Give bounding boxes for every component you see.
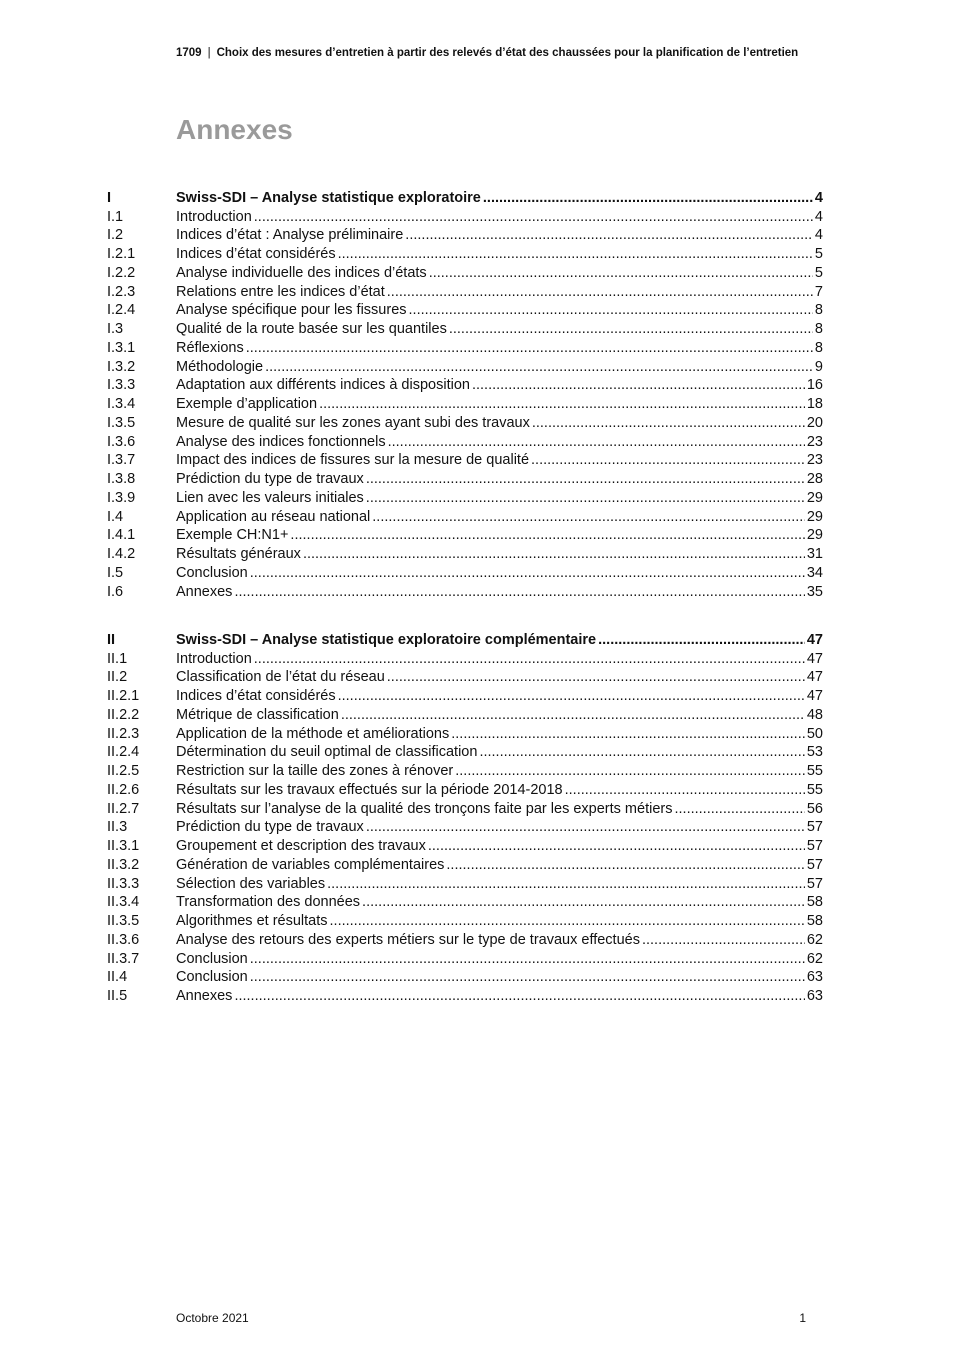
toc-entry-label: Analyse spécifique pour les fissures bbox=[176, 302, 407, 319]
toc-entry-label: Indices d’état : Analyse préliminaire bbox=[176, 227, 404, 244]
toc-leader-dots bbox=[472, 376, 805, 394]
toc-entry-label: Résultats sur les travaux effectués sur la période 2014-2018 bbox=[176, 781, 563, 798]
toc-entry-label: Swiss-SDI – Analyse statistique exploratoire bbox=[176, 189, 481, 206]
toc-entry-number: II.2 bbox=[107, 669, 128, 686]
toc-entry-page: 8 bbox=[814, 339, 823, 356]
toc-leader-dots bbox=[387, 668, 805, 686]
toc-entry-label: Analyse des indices fonctionnels bbox=[176, 433, 386, 450]
toc-entry-page: 47 bbox=[806, 669, 823, 686]
toc-entry-page: 29 bbox=[806, 527, 823, 544]
toc-entry-number: I.3.9 bbox=[107, 489, 136, 506]
toc-leader-dots bbox=[479, 743, 804, 761]
toc-entry-page: 8 bbox=[814, 321, 823, 337]
toc-entry[interactable] bbox=[107, 893, 823, 912]
toc-section-1 bbox=[107, 188, 823, 601]
toc-entry-number: I.3.5 bbox=[107, 414, 136, 431]
toc-entry-page: 63 bbox=[806, 988, 823, 1004]
toc-entry-page: 5 bbox=[814, 246, 823, 262]
toc-leader-dots bbox=[405, 226, 813, 244]
toc-entry-number: II.2.1 bbox=[107, 688, 140, 704]
toc-entry[interactable] bbox=[107, 930, 823, 949]
toc-leader-dots bbox=[428, 837, 805, 855]
toc-entry[interactable] bbox=[107, 911, 823, 930]
toc-entry-label: Swiss-SDI – Analyse statistique exploratoire complémentaire bbox=[176, 631, 597, 648]
toc-entry-label: Indices d’état considérés bbox=[176, 688, 336, 704]
toc-entry-number: II.3 bbox=[107, 819, 128, 836]
toc-entry-label: Impact des indices de fissures sur la mesure de qualité bbox=[176, 452, 530, 469]
toc-entry-page: 62 bbox=[806, 931, 823, 948]
toc-entry-number: II.3.6 bbox=[107, 931, 140, 948]
toc-entry-page: 47 bbox=[806, 631, 823, 648]
toc-entry[interactable] bbox=[107, 874, 823, 893]
toc-entry-page: 4 bbox=[814, 227, 823, 244]
toc-entry-number: II.2.4 bbox=[107, 744, 140, 761]
toc-entry-page: 57 bbox=[806, 875, 823, 892]
footer-date: Octobre 2021 bbox=[176, 1311, 249, 1325]
toc-entry-label: Restriction sur la taille des zones à rénover bbox=[176, 763, 454, 779]
toc-entry-label: Annexes bbox=[176, 583, 233, 600]
toc-entry-label: Classification de l’état du réseau bbox=[176, 669, 385, 686]
toc-entry-label: Adaptation aux différents indices à disposition bbox=[176, 377, 470, 394]
toc-entry-number: II bbox=[107, 631, 116, 648]
toc-entry-number: II.3.1 bbox=[107, 838, 140, 854]
toc-entry-page: 4 bbox=[814, 208, 823, 225]
toc-entry[interactable] bbox=[107, 544, 823, 563]
toc-entry-label: Exemple CH:N1+ bbox=[176, 527, 289, 544]
toc-leader-dots bbox=[565, 781, 805, 799]
toc-entry-number: I.6 bbox=[107, 583, 124, 600]
toc-entry-page: 8 bbox=[814, 302, 823, 319]
toc-entry-number: I.2.1 bbox=[107, 246, 136, 262]
toc-entry-label: Qualité de la route basée sur les quantiles bbox=[176, 321, 447, 337]
toc-leader-dots bbox=[265, 358, 813, 376]
toc-entry-page: 55 bbox=[806, 763, 823, 779]
toc-entry-label: Réflexions bbox=[176, 339, 244, 356]
toc-entry-label: Indices d’état considérés bbox=[176, 246, 336, 262]
toc-entry-page: 34 bbox=[806, 564, 823, 581]
toc-entry-label: Génération de variables complémentaires bbox=[176, 856, 445, 873]
toc-entry-page: 55 bbox=[806, 781, 823, 798]
toc-entry-page: 5 bbox=[814, 264, 823, 281]
toc-entry[interactable] bbox=[107, 949, 823, 968]
toc-leader-dots bbox=[446, 856, 804, 874]
toc-entry-page: 20 bbox=[806, 414, 823, 431]
toc-entry[interactable] bbox=[107, 413, 823, 432]
toc-entry-number: II.3.3 bbox=[107, 875, 140, 892]
footer-page-number: 1 bbox=[799, 1311, 806, 1325]
toc-entry[interactable] bbox=[107, 668, 823, 687]
toc-leader-dots bbox=[642, 931, 805, 949]
toc-entry[interactable] bbox=[107, 724, 823, 743]
toc-entry[interactable] bbox=[107, 649, 823, 668]
toc-entry-number: I.1 bbox=[107, 208, 124, 225]
toc-entry-page: 9 bbox=[814, 358, 823, 375]
toc-entry-page: 4 bbox=[814, 189, 823, 206]
toc-entry[interactable] bbox=[107, 338, 823, 357]
toc-leader-dots bbox=[455, 762, 805, 780]
toc-leader-dots bbox=[290, 526, 804, 544]
toc-leader-dots bbox=[372, 508, 805, 526]
toc-leader-dots bbox=[341, 706, 805, 724]
toc-entry-page: 50 bbox=[806, 725, 823, 742]
toc-entry-page: 31 bbox=[806, 546, 823, 562]
toc-leader-dots bbox=[338, 245, 813, 263]
toc-entry-number: II.5 bbox=[107, 988, 128, 1004]
toc-leader-dots bbox=[303, 545, 805, 563]
toc-entry-label: Introduction bbox=[176, 208, 252, 225]
toc-entry-number: I.4.1 bbox=[107, 527, 136, 544]
toc-entry-label: Relations entre les indices d’état bbox=[176, 283, 385, 300]
toc-entry-label: Métrique de classification bbox=[176, 706, 339, 723]
toc-entry-number: II.2.5 bbox=[107, 763, 140, 779]
toc-leader-dots bbox=[327, 875, 805, 893]
report-number: 1709 bbox=[176, 47, 202, 59]
toc-leader-dots bbox=[674, 800, 804, 818]
toc-entry-label: Algorithmes et résultats bbox=[176, 913, 328, 929]
toc-entry-label: Mesure de qualité sur les zones ayant subi des travaux bbox=[176, 414, 530, 431]
toc-entry-page: 23 bbox=[806, 452, 823, 469]
toc-leader-dots bbox=[338, 687, 805, 705]
toc-entry[interactable] bbox=[107, 818, 823, 837]
toc-entry-number: I.3.1 bbox=[107, 339, 136, 356]
toc-entry[interactable] bbox=[107, 488, 823, 507]
toc-entry-page: 57 bbox=[806, 856, 823, 873]
toc-entry-label: Analyse des retours des experts métiers sur le type de travaux effectués bbox=[176, 931, 640, 948]
toc-leader-dots bbox=[409, 301, 813, 319]
toc-leader-dots bbox=[449, 320, 813, 338]
toc-entry[interactable] bbox=[107, 968, 823, 987]
toc-leader-dots bbox=[483, 189, 813, 207]
toc-leader-dots bbox=[387, 283, 813, 301]
toc-entry-label: Lien avec les valeurs initiales bbox=[176, 489, 364, 506]
toc-entry-number: I.4.2 bbox=[107, 546, 136, 562]
toc-leader-dots bbox=[598, 631, 805, 649]
toc-entry-page: 18 bbox=[806, 396, 823, 412]
toc-entry-number: I.2.2 bbox=[107, 264, 136, 281]
toc-leader-dots bbox=[250, 950, 805, 968]
toc-entry-page: 57 bbox=[806, 819, 823, 836]
toc-entry[interactable] bbox=[107, 526, 823, 545]
toc-leader-dots bbox=[250, 968, 805, 986]
toc-entry-label: Conclusion bbox=[176, 564, 248, 581]
toc-entry-number: I.4 bbox=[107, 508, 124, 525]
toc-entry-label: Résultats généraux bbox=[176, 546, 301, 562]
toc-entry-label: Résultats sur l’analyse de la qualité des tronçons faite par les experts métiers bbox=[176, 800, 673, 817]
toc-entry-page: 53 bbox=[806, 744, 823, 761]
toc-entry-page: 62 bbox=[806, 950, 823, 967]
toc-leader-dots bbox=[388, 433, 805, 451]
toc-entry[interactable] bbox=[107, 686, 823, 705]
toc-entry[interactable] bbox=[107, 563, 823, 582]
toc-leader-dots bbox=[254, 650, 805, 668]
toc-entry[interactable] bbox=[107, 780, 823, 799]
toc-entry[interactable] bbox=[107, 357, 823, 376]
toc-leader-dots bbox=[246, 339, 813, 357]
toc-entry[interactable] bbox=[107, 799, 823, 818]
toc-leader-dots bbox=[319, 395, 805, 413]
report-title: Choix des mesures d’entretien à partir des relevés d’état des chaussées pour la planification de l’entretien bbox=[216, 47, 799, 59]
toc-entry-number: I.2 bbox=[107, 227, 124, 244]
toc-entry[interactable] bbox=[107, 743, 823, 762]
toc-entry-label: Annexes bbox=[176, 988, 233, 1004]
toc-entry-label: Introduction bbox=[176, 650, 252, 667]
toc-entry-label: Transformation des données bbox=[176, 894, 361, 911]
toc-entry-page: 58 bbox=[806, 913, 823, 929]
toc-chapter-entry[interactable] bbox=[107, 188, 823, 207]
toc-entry[interactable] bbox=[107, 507, 823, 526]
toc-entry-page: 29 bbox=[806, 489, 823, 506]
toc-entry-page: 35 bbox=[806, 583, 823, 600]
toc-entry-label: Application de la méthode et améliorations bbox=[176, 725, 450, 742]
page-footer bbox=[176, 1311, 806, 1325]
toc-entry-page: 57 bbox=[806, 838, 823, 854]
toc-entry-number: I.3.6 bbox=[107, 433, 136, 450]
toc-entry-page: 63 bbox=[806, 969, 823, 986]
toc-entry-number: I.2.4 bbox=[107, 302, 136, 319]
toc-entry-page: 28 bbox=[806, 471, 823, 487]
toc-entry-number: II.3.5 bbox=[107, 913, 140, 929]
toc-entry-number: I.3.7 bbox=[107, 452, 136, 469]
toc-entry-number: I.5 bbox=[107, 564, 124, 581]
toc-entry-page: 7 bbox=[814, 283, 823, 300]
toc-entry[interactable] bbox=[107, 226, 823, 245]
toc-entry-page: 23 bbox=[806, 433, 823, 450]
toc-leader-dots bbox=[366, 818, 805, 836]
toc-entry-number: II.3.2 bbox=[107, 856, 140, 873]
toc-entry[interactable] bbox=[107, 855, 823, 874]
toc-entry[interactable] bbox=[107, 207, 823, 226]
toc-entry-page: 47 bbox=[806, 650, 823, 667]
toc-entry-number: II.2.3 bbox=[107, 725, 140, 742]
toc-entry[interactable] bbox=[107, 705, 823, 724]
toc-entry[interactable] bbox=[107, 836, 823, 855]
toc-entry-page: 58 bbox=[806, 894, 823, 911]
toc-entry-label: Détermination du seuil optimal de classification bbox=[176, 744, 478, 761]
toc-entry-label: Sélection des variables bbox=[176, 875, 326, 892]
toc-entry-label: Exemple d’application bbox=[176, 396, 318, 412]
toc-entry[interactable] bbox=[107, 282, 823, 301]
toc-entry-number: II.2.2 bbox=[107, 706, 140, 723]
toc-entry-number: II.3.7 bbox=[107, 950, 140, 967]
toc-entry[interactable] bbox=[107, 263, 823, 282]
toc-entry-label: Application au réseau national bbox=[176, 508, 371, 525]
toc-entry-number: I.3.4 bbox=[107, 396, 136, 412]
toc-leader-dots bbox=[250, 564, 805, 582]
page-title: Annexes bbox=[176, 114, 293, 145]
toc-entry-page: 48 bbox=[806, 706, 823, 723]
toc-entry[interactable] bbox=[107, 761, 823, 780]
toc-leader-dots bbox=[532, 414, 805, 432]
toc-entry-number: I.3.8 bbox=[107, 471, 136, 487]
toc-entry[interactable] bbox=[107, 582, 823, 601]
toc-entry-page: 47 bbox=[806, 688, 823, 704]
toc-entry-number: II.2.6 bbox=[107, 781, 140, 798]
toc-leader-dots bbox=[531, 451, 805, 469]
toc-leader-dots bbox=[330, 912, 805, 930]
toc-entry[interactable] bbox=[107, 244, 823, 263]
toc-entry-number: II.1 bbox=[107, 650, 128, 667]
toc-entry[interactable] bbox=[107, 432, 823, 451]
toc-entry-number: I bbox=[107, 189, 112, 206]
toc-entry-label: Analyse individuelle des indices d’états bbox=[176, 264, 427, 281]
toc-entry-label: Conclusion bbox=[176, 969, 248, 986]
toc-entry-label: Prédiction du type de travaux bbox=[176, 819, 364, 836]
toc-leader-dots bbox=[362, 893, 805, 911]
toc-entry-label: Groupement et description des travaux bbox=[176, 838, 426, 854]
toc-entry[interactable] bbox=[107, 451, 823, 470]
toc-entry[interactable] bbox=[107, 394, 823, 413]
toc-entry-page: 29 bbox=[806, 508, 823, 525]
toc-entry-number: I.3 bbox=[107, 321, 124, 337]
toc-entry-label: Conclusion bbox=[176, 950, 248, 967]
toc-entry-number: II.3.4 bbox=[107, 894, 140, 911]
toc-entry-number: I.3.3 bbox=[107, 377, 136, 394]
toc-leader-dots bbox=[366, 489, 805, 507]
running-header bbox=[176, 46, 826, 61]
toc-leader-dots bbox=[429, 264, 813, 282]
toc-leader-dots bbox=[254, 208, 813, 226]
toc-leader-dots bbox=[234, 583, 804, 601]
toc-entry-label: Prédiction du type de travaux bbox=[176, 471, 364, 487]
toc-leader-dots bbox=[366, 470, 805, 488]
toc-leader-dots bbox=[234, 987, 804, 1005]
toc-entry-number: I.3.2 bbox=[107, 358, 136, 375]
toc-chapter-entry[interactable] bbox=[107, 630, 823, 649]
toc-entry-page: 56 bbox=[806, 800, 823, 817]
toc-entry-label: Méthodologie bbox=[176, 358, 264, 375]
toc-entry-page: 16 bbox=[806, 377, 823, 394]
toc-entry-number: I.2.3 bbox=[107, 283, 136, 300]
toc-entry[interactable] bbox=[107, 469, 823, 488]
toc-entry[interactable] bbox=[107, 319, 823, 338]
toc-leader-dots bbox=[451, 725, 805, 743]
toc-entry-number: II.4 bbox=[107, 969, 128, 986]
toc-entry[interactable] bbox=[107, 986, 823, 1005]
toc-section-2 bbox=[107, 630, 823, 1005]
toc-entry[interactable] bbox=[107, 376, 823, 395]
toc-entry[interactable] bbox=[107, 301, 823, 320]
header-separator: | bbox=[207, 47, 211, 59]
toc-entry-number: II.2.7 bbox=[107, 800, 140, 817]
